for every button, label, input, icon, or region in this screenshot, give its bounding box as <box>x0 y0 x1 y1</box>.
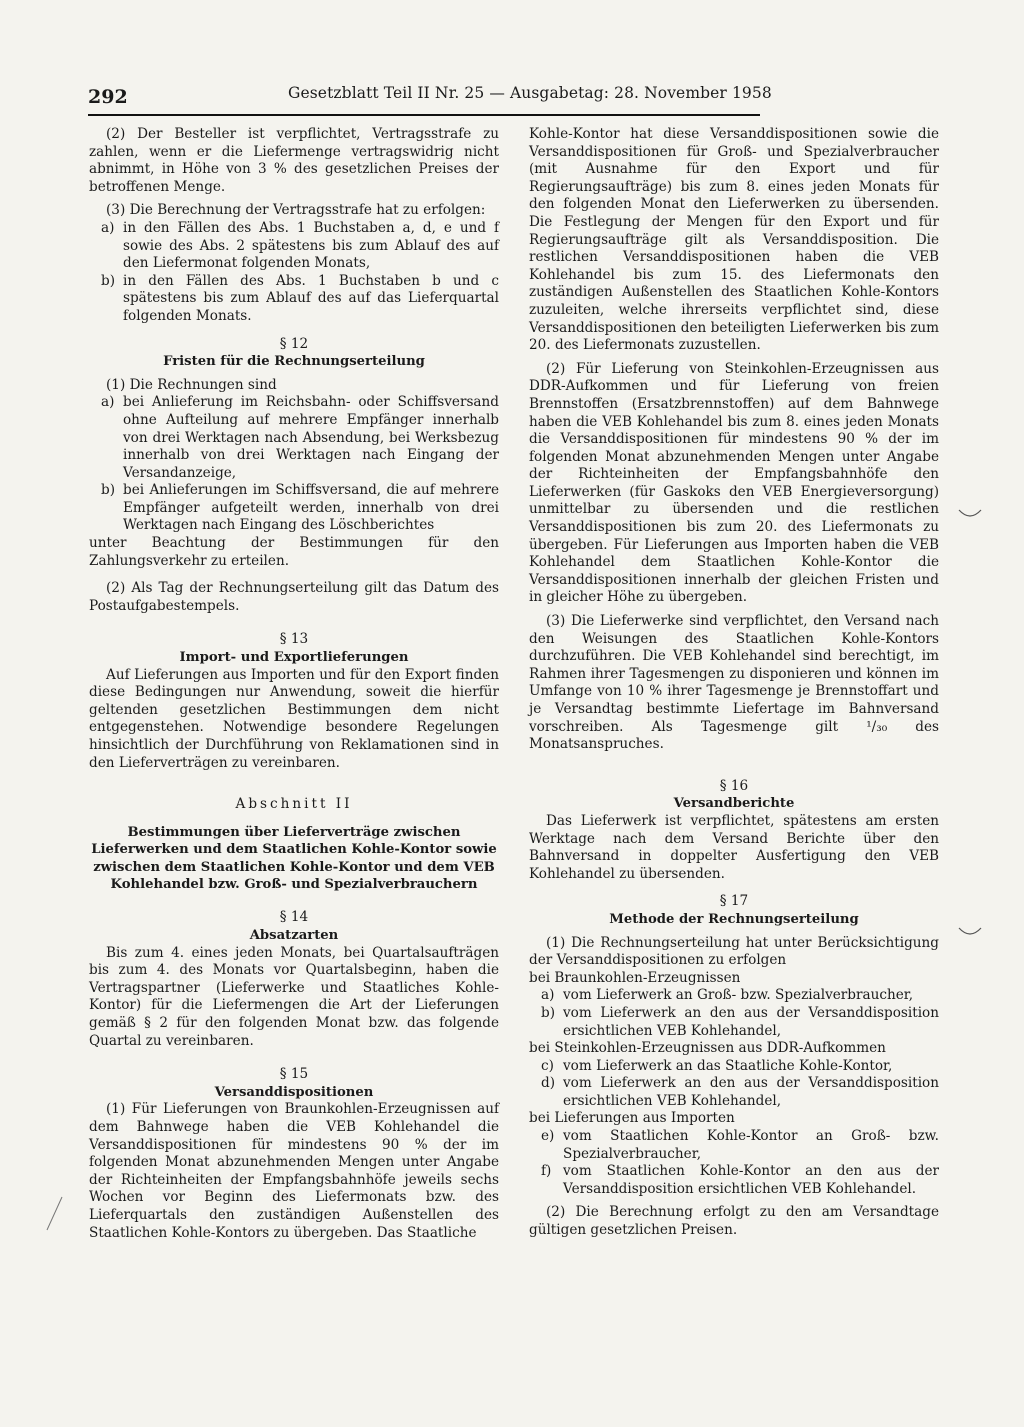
list-text: bei Anlieferungen im Schiffsversand, die auf mehrere Empfänger aufgeteilt werden, innerhalb von drei Werktagen nach Eingang des Löschberichtes <box>123 482 499 534</box>
list-text: vom Lieferwerk an den aus der Versanddisposition ersichtlichen VEB Kohlehandel, <box>563 1075 939 1109</box>
list-text: vom Lieferwerk an Groß- bzw. Spezialverbraucher, <box>563 987 914 1004</box>
section-number: § 17 <box>719 893 749 910</box>
right-column <box>529 126 939 1240</box>
section-title: Absatzarten <box>249 928 339 943</box>
list-marker: d) <box>541 1075 556 1092</box>
list-marker: e) <box>541 1128 555 1145</box>
paragraph: (2) Die Berechnung erfolgt zu den am Versandtage gültigen gesetzlichen Preisen. <box>529 1204 939 1239</box>
paragraph: unter Beachtung der Bestimmungen für den Zahlungsverkehr zu erteilen. <box>89 535 499 569</box>
list-marker: f) <box>541 1163 552 1180</box>
chapter-heading: Abschnitt II <box>235 796 353 813</box>
paragraph: (1) Die Rechnungserteilung hat unter Berücksichtigung der Versanddispositionen zu erfolgen <box>529 934 939 969</box>
list-marker: b) <box>101 272 116 289</box>
margin-pencil-mark <box>958 926 982 938</box>
page-header <box>88 84 772 116</box>
paragraph: bei Lieferungen aus Importen <box>529 1110 735 1127</box>
section-title: Methode der Rechnungserteilung <box>609 911 859 927</box>
list-item <box>529 987 939 1005</box>
paragraph: (2) Als Tag der Rechnungserteilung gilt das Datum des Postaufgabestempels. <box>89 580 499 614</box>
list-text: in den Fällen des Abs. 1 Buchstaben a, d, e und f sowie des Abs. 2 spätestens bis zum Ablauf des auf den Liefermonat folgenden Monats, <box>123 219 499 272</box>
list-item <box>89 273 499 326</box>
list-marker: a) <box>541 987 555 1004</box>
list-item <box>529 1075 939 1110</box>
paragraph: (1) Für Lieferungen von Braunkohlen-Erzeugnissen auf dem Bahnwege haben die VEB Kohlehandel die Versanddispositionen für mindestens 90 % der im folgenden Monat abzunehmenden Mengen unter Angabe der Richteinheiten der Empfangsbahnhöfe jeweils sechs Wochen vor Beginn des Liefermonats bzw. des Lieferquartals den zuständigen Außenstellen des Staatlichen Kohle-Kontors zu übergeben. Das Staatliche <box>89 1101 499 1241</box>
paragraph: (3) Die Berechnung der Vertragsstrafe hat zu erfolgen: <box>106 202 486 219</box>
margin-pencil-mark <box>44 1196 64 1232</box>
section-title: Fristen für die Rechnungserteilung <box>163 354 425 370</box>
section-title: Import- und Exportlieferungen <box>179 650 409 666</box>
section-number: § 16 <box>719 777 749 794</box>
list-text: in den Fällen des Abs. 1 Buchstaben b und c spätestens bis zum Ablauf des auf das Lieferquartal folgenden Monats. <box>123 272 499 324</box>
paragraph: Das Lieferwerk ist verpflichtet, spätestens am ersten Werktage nach dem Versand Berichte über den Bahnversand in doppelter Ausfertigung den VEB Kohlehandel zu übersenden. <box>529 812 939 882</box>
list-item <box>89 482 499 535</box>
section-title: Versanddispositionen <box>214 1084 374 1100</box>
margin-pencil-mark <box>958 508 982 520</box>
list-text: vom Staatlichen Kohle-Kontor an Groß- bzw. Spezialverbraucher, <box>563 1128 939 1162</box>
list-item <box>529 1163 939 1198</box>
paragraph: (2) Der Besteller ist verpflichtet, Vertragsstrafe zu zahlen, wenn er die Liefermenge vertragswidrig nicht abnimmt, in Höhe von 3 % des gesetzlichen Preises der betroffenen Menge. <box>89 126 499 195</box>
paragraph: Auf Lieferungen aus Importen und für den Export finden diese Bedingungen nur Anwendung, soweit die hierfür geltenden gesetzlichen Bestimmungen dem nicht entgegenstehen. Notwendige besondere Regelungen hinsichtlich der Durchführung von Reklamationen sind in den Lieferverträgen zu vereinbaren. <box>89 666 499 771</box>
paragraph: bei Braunkohlen-Erzeugnissen <box>529 969 741 986</box>
list-marker: a) <box>101 394 115 411</box>
chapter-title: Bestimmungen über Lieferverträge zwischen Lieferwerken und dem Staatlichen Kohle-Kontor sowie zwischen dem Staatlichen Kohle-Kontor und dem VEB Kohlehandel bzw. Groß- und Spezialverbrauchern <box>91 824 497 892</box>
list-marker: a) <box>101 219 115 236</box>
list-text: vom Lieferwerk an das Staatliche Kohle-Kontor, <box>563 1057 893 1074</box>
section-title: Versandberichte <box>673 796 795 812</box>
list-item <box>89 220 499 273</box>
paragraph: (1) Die Rechnungen sind <box>106 376 277 393</box>
list-marker: b) <box>541 1004 556 1021</box>
list-item <box>529 1058 939 1076</box>
list-item <box>529 1005 939 1040</box>
paragraph: bei Steinkohlen-Erzeugnissen aus DDR-Aufkommen <box>529 1040 886 1057</box>
list-marker: c) <box>541 1057 554 1074</box>
paragraph: Bis zum 4. eines jeden Monats, bei Quartalsaufträgen bis zum 4. des Monats vor Quartalsbeginn, haben die Vertragspartner (Lieferwerke und Staatliches Kohle-Kontor) für die Liefermengen die Art der Lieferungen gemäß § 2 für den folgenden Monat bzw. das folgende Quartal zu vereinbaren. <box>89 944 499 1049</box>
paragraph: Kohle-Kontor hat diese Versanddispositionen sowie die Versanddispositionen für Groß- und Spezialverbraucher (mit Ausnahme für den Export und für Regierungsaufträge) bis zum 8. eines jeden Monats für den folgenden Monat den Lieferwerken zu übersenden. Die Festlegung der Mengen für den Export und für Regierungsaufträge gilt als Versanddisposition. Die restlichen Versanddispositionen haben die VEB Kohlehandel bis zum 15. des Liefermonats den zuständigen Außenstellen des Staatlichen Kohle-Kontors zuzuleiten, welche ihrerseits verpflichtet sind, diese Versanddispositionen den beteiligten Lieferwerken bis zum 20. des Liefermonats zuzustellen. <box>529 126 939 354</box>
list-text: bei Anlieferung im Reichsbahn- oder Schiffsversand ohne Aufteilung auf mehrere Empfänger innerhalb von drei Werktagen nach Absendung, bei Werksbezug innerhalb von drei Werktagen nach Eingang der Versandanzeige, <box>123 394 499 481</box>
list-item <box>89 394 499 482</box>
list-text: vom Staatlichen Kohle-Kontor an den aus der Versanddisposition ersichtlichen VEB Kohlehandel. <box>563 1163 939 1197</box>
section-number: § 13 <box>279 631 309 648</box>
section-number: § 15 <box>279 1066 309 1083</box>
header-title: Gesetzblatt Teil II Nr. 25 — Ausgabetag: 28. November 1958 <box>288 84 772 102</box>
paragraph: (3) Die Lieferwerke sind verpflichtet, den Versand nach den Weisungen des Staatlichen Kohle-Kontors durchzuführen. Die VEB Kohlehandel sind berechtigt, im Rahmen ihrer Tagesmengen zu disponieren und können im Umfange von 10 % ihrer Tagesmenge je Brennstoffart und je Versandtag bestimmte Liefertage im Bahnversand vorschreiben. Als Tagesmenge gilt ¹/₃₀ des Monatsanspruches. <box>529 613 939 753</box>
section-number: § 12 <box>279 335 309 352</box>
list-item <box>529 1128 939 1163</box>
list-text: vom Lieferwerk an den aus der Versanddisposition ersichtlichen VEB Kohlehandel, <box>563 1004 939 1039</box>
left-column <box>89 126 499 1242</box>
paragraph: (2) Für Lieferung von Steinkohlen-Erzeugnissen aus DDR-Aufkommen und für Lieferung von freien Brennstoffen (Ersatzbrennstoffen) auf dem Bahnwege haben die VEB Kohlehandel bis zum 8. eines jeden Monats die Versanddispositionen für mindestens 90 % der im folgenden Monat abzunehmenden Mengen unter Angabe der Richteinheiten der Empfangsbahnhöfe den Lieferwerken (für Gaskoks den VEB Energieversorgung) unmittelbar zu übersenden und die restlichen Versanddispositionen bis zum 20. des Liefermonats zu übergeben. Für Lieferungen aus Importen haben die VEB Kohlehandel dem Staatlichen Kohle-Kontor die Versanddispositionen innerhalb der gleichen Fristen und in gleicher Höhe zu übergeben. <box>529 360 939 606</box>
list-marker: b) <box>101 482 116 499</box>
section-number: § 14 <box>279 909 309 926</box>
page-number: 292 <box>88 86 128 108</box>
